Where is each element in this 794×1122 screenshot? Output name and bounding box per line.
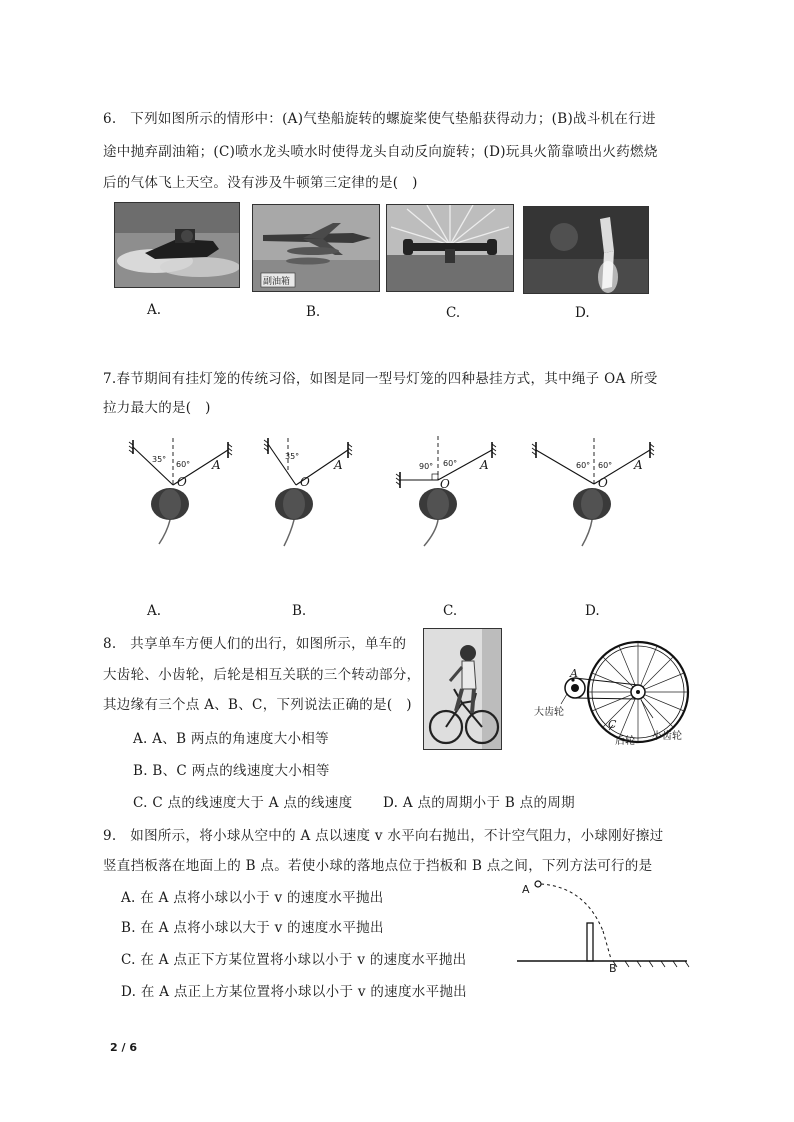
q6-option-b: B. bbox=[306, 304, 321, 320]
lantern-b-angle: 35° bbox=[285, 452, 300, 461]
q7-option-a: A. bbox=[147, 603, 162, 619]
lantern-diagram-c bbox=[392, 432, 507, 557]
lantern-a-angle-left: 35° bbox=[152, 455, 167, 464]
lantern-c-label-a: A bbox=[480, 458, 489, 472]
q8-text-line1: 8. 共享单车方便人们的出行，如图所示，单车的 bbox=[103, 636, 407, 652]
bike-rider-image bbox=[424, 629, 501, 749]
q7-option-b: B. bbox=[292, 603, 307, 619]
q9-text-line2: 竖直挡板落在地面上的 B 点。若使小球的落地点位于挡板和 B 点之间，下列方法可行的是 bbox=[103, 858, 653, 874]
bike-diagram-label-a: A bbox=[570, 667, 578, 680]
q8-option-c: C. C 点的线速度大于 A 点的线速度 bbox=[133, 795, 353, 811]
q8-text-line2: 大齿轮、小齿轮，后轮是相互关联的三个转动部分， bbox=[103, 667, 421, 683]
bike-diagram-label-c: C bbox=[608, 718, 617, 731]
q9-option-d: D. 在 A 点正上方某位置将小球以小于 v 的速度水平抛出 bbox=[121, 984, 467, 1000]
lantern-d-angle-right: 60° bbox=[598, 461, 613, 470]
lantern-diagram-a bbox=[125, 432, 240, 557]
lantern-diagram-b bbox=[258, 432, 358, 557]
q9-option-a: A. 在 A 点将小球以小于 v 的速度水平抛出 bbox=[121, 890, 384, 906]
photo-toy-rocket bbox=[523, 206, 649, 294]
hovercraft-image bbox=[115, 203, 239, 287]
lantern-d-label-a: A bbox=[634, 458, 643, 472]
q8-option-a: A. A、B 两点的角速度大小相等 bbox=[133, 731, 329, 747]
photo-sprinkler bbox=[386, 204, 514, 292]
drop-tank-caption: 副油箱 bbox=[263, 277, 291, 287]
lantern-d-angle-left: 60° bbox=[576, 461, 591, 470]
toy-rocket-image bbox=[524, 207, 648, 293]
q7-text-line1: 7.春节期间有挂灯笼的传统习俗，如图是同一型号灯笼的四种悬挂方式，其中绳子 OA 所受 bbox=[103, 371, 658, 387]
q9-text-line1: 9. 如图所示，将小球从空中的 A 点以速度 v 水平向右抛出，不计空气阻力，小球刚好擦过 bbox=[103, 828, 664, 844]
photo-shared-bike-rider bbox=[423, 628, 502, 750]
projectile-label-a: A bbox=[522, 883, 530, 896]
q8-option-d: D. A 点的周期小于 B 点的周期 bbox=[383, 795, 575, 811]
lantern-b-label-o: O bbox=[300, 475, 310, 489]
photo-fighter-jet bbox=[252, 204, 380, 292]
q6-text-line2: 途中抛弃副油箱；(C)喷水龙头喷水时使得龙头自动反向旋转；(D)玩具火箭靠喷出火药燃烧 bbox=[103, 144, 658, 160]
lantern-d-label-o: O bbox=[598, 476, 608, 490]
lantern-b-label-a: A bbox=[334, 458, 343, 472]
q9-option-b: B. 在 A 点将小球以大于 v 的速度水平抛出 bbox=[121, 920, 384, 936]
lantern-c-label-o: O bbox=[440, 477, 450, 491]
q6-option-d: D. bbox=[575, 305, 590, 321]
q8-text-line3: 其边缘有三个点 A、B、C，下列说法正确的是( ) bbox=[103, 697, 412, 713]
q9-option-c: C. 在 A 点正下方某位置将小球以小于 v 的速度水平抛出 bbox=[121, 952, 467, 968]
bike-diagram-label-small-gear: 小齿轮 bbox=[652, 731, 682, 742]
q6-text-line1: 6. 下列如图所示的情形中：(A)气垫船旋转的螺旋桨使气垫船获得动力；(B)战斗机在行进 bbox=[103, 111, 656, 127]
sprinkler-image bbox=[387, 205, 513, 291]
q7-option-c: C. bbox=[443, 603, 458, 619]
lantern-a-angle-right: 60° bbox=[176, 460, 191, 469]
bike-diagram-label-big-gear: 大齿轮 bbox=[534, 707, 564, 718]
q7-option-d: D. bbox=[585, 603, 600, 619]
page-number: 2 / 6 bbox=[110, 1041, 137, 1054]
projectile-label-b: B bbox=[609, 962, 617, 975]
photo-hovercraft bbox=[114, 202, 240, 288]
q6-option-a: A. bbox=[147, 302, 162, 318]
lantern-a-label-a: A bbox=[212, 458, 221, 472]
lantern-a-label-o: O bbox=[177, 475, 187, 489]
q7-text-line2: 拉力最大的是( ) bbox=[103, 400, 211, 416]
projectile-diagram bbox=[515, 875, 695, 975]
lantern-diagram-d bbox=[530, 432, 660, 557]
lantern-c-angle-left: 90° bbox=[419, 462, 434, 471]
lantern-c-angle-right: 60° bbox=[443, 459, 458, 468]
bike-diagram-label-rear-wheel: 后轮 bbox=[615, 736, 635, 747]
q6-option-c: C. bbox=[446, 305, 461, 321]
q6-text-line3: 后的气体飞上天空。没有涉及牛顿第三定律的是( ) bbox=[103, 175, 418, 191]
q8-option-b: B. B、C 两点的线速度大小相等 bbox=[133, 763, 330, 779]
